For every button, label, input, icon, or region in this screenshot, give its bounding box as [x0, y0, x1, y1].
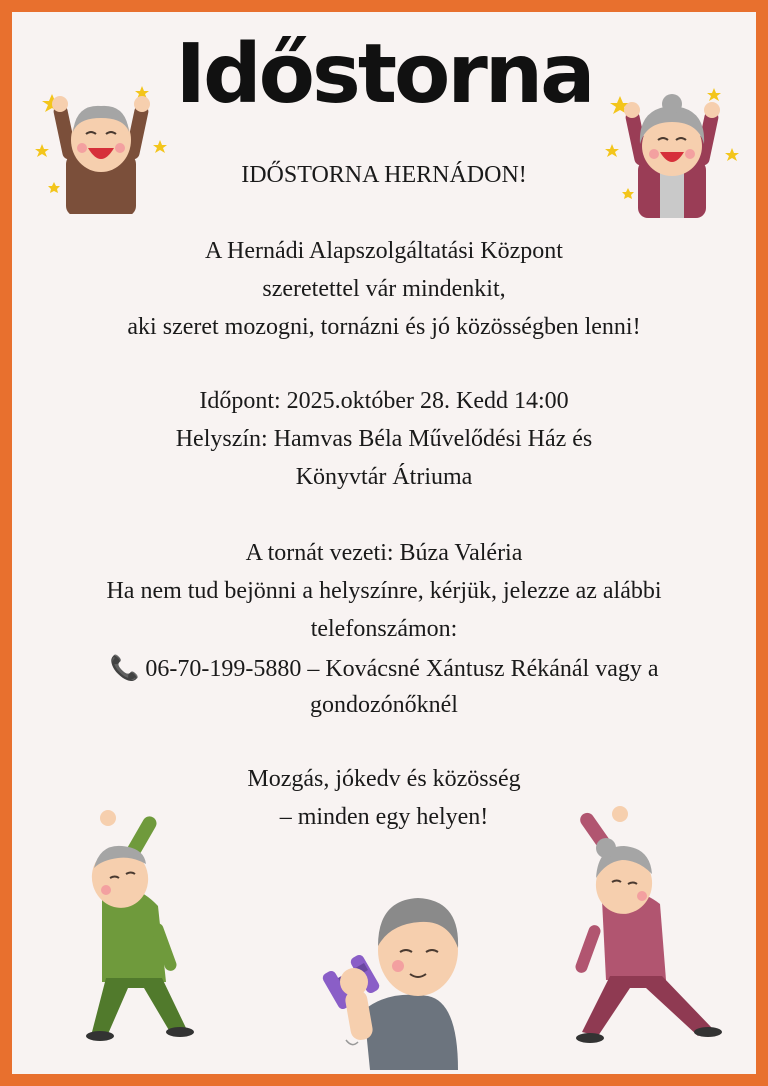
elderly-woman-cheering-icon [602, 78, 742, 218]
instructor: A tornát vezeti: Búza Valéria [245, 540, 523, 566]
elderly-man-stretching-icon [62, 802, 212, 1052]
closing-line-1: Mozgás, jókedv és közösség [247, 766, 521, 792]
elderly-man-cheering-icon [32, 74, 172, 214]
poster-subtitle: IDŐSTORNA HERNÁDON! [241, 162, 527, 188]
elderly-man-dumbbell-icon [308, 870, 468, 1070]
contact-line-4: gondozónőknél [310, 692, 458, 718]
contact-line-2: telefonszámon: [310, 616, 458, 642]
intro-line-2: szeretettel vár mindenkit, [262, 276, 506, 302]
closing-line-2: – minden egy helyen! [279, 804, 489, 830]
contact-line-1: Ha nem tud bejönni a helyszínre, kérjük, jelezze az alábbi [106, 578, 662, 604]
poster [12, 12, 756, 1074]
event-location-line-2: Könyvtár Átriuma [295, 464, 473, 490]
poster-title: Időstorna [175, 27, 593, 122]
intro-line-1: A Hernádi Alapszolgáltatási Központ [205, 238, 563, 264]
phone-line: 📞 06-70-199-5880 – Kovácsné Xántusz Rékánál vagy a [109, 656, 659, 682]
event-time: Időpont: 2025.október 28. Kedd 14:00 [199, 388, 569, 414]
intro-line-3: aki szeret mozogni, tornázni és jó közösségben lenni! [127, 314, 641, 340]
elderly-woman-stretching-icon [562, 800, 732, 1050]
event-location-line-1: Helyszín: Hamvas Béla Művelődési Ház és [175, 426, 593, 452]
